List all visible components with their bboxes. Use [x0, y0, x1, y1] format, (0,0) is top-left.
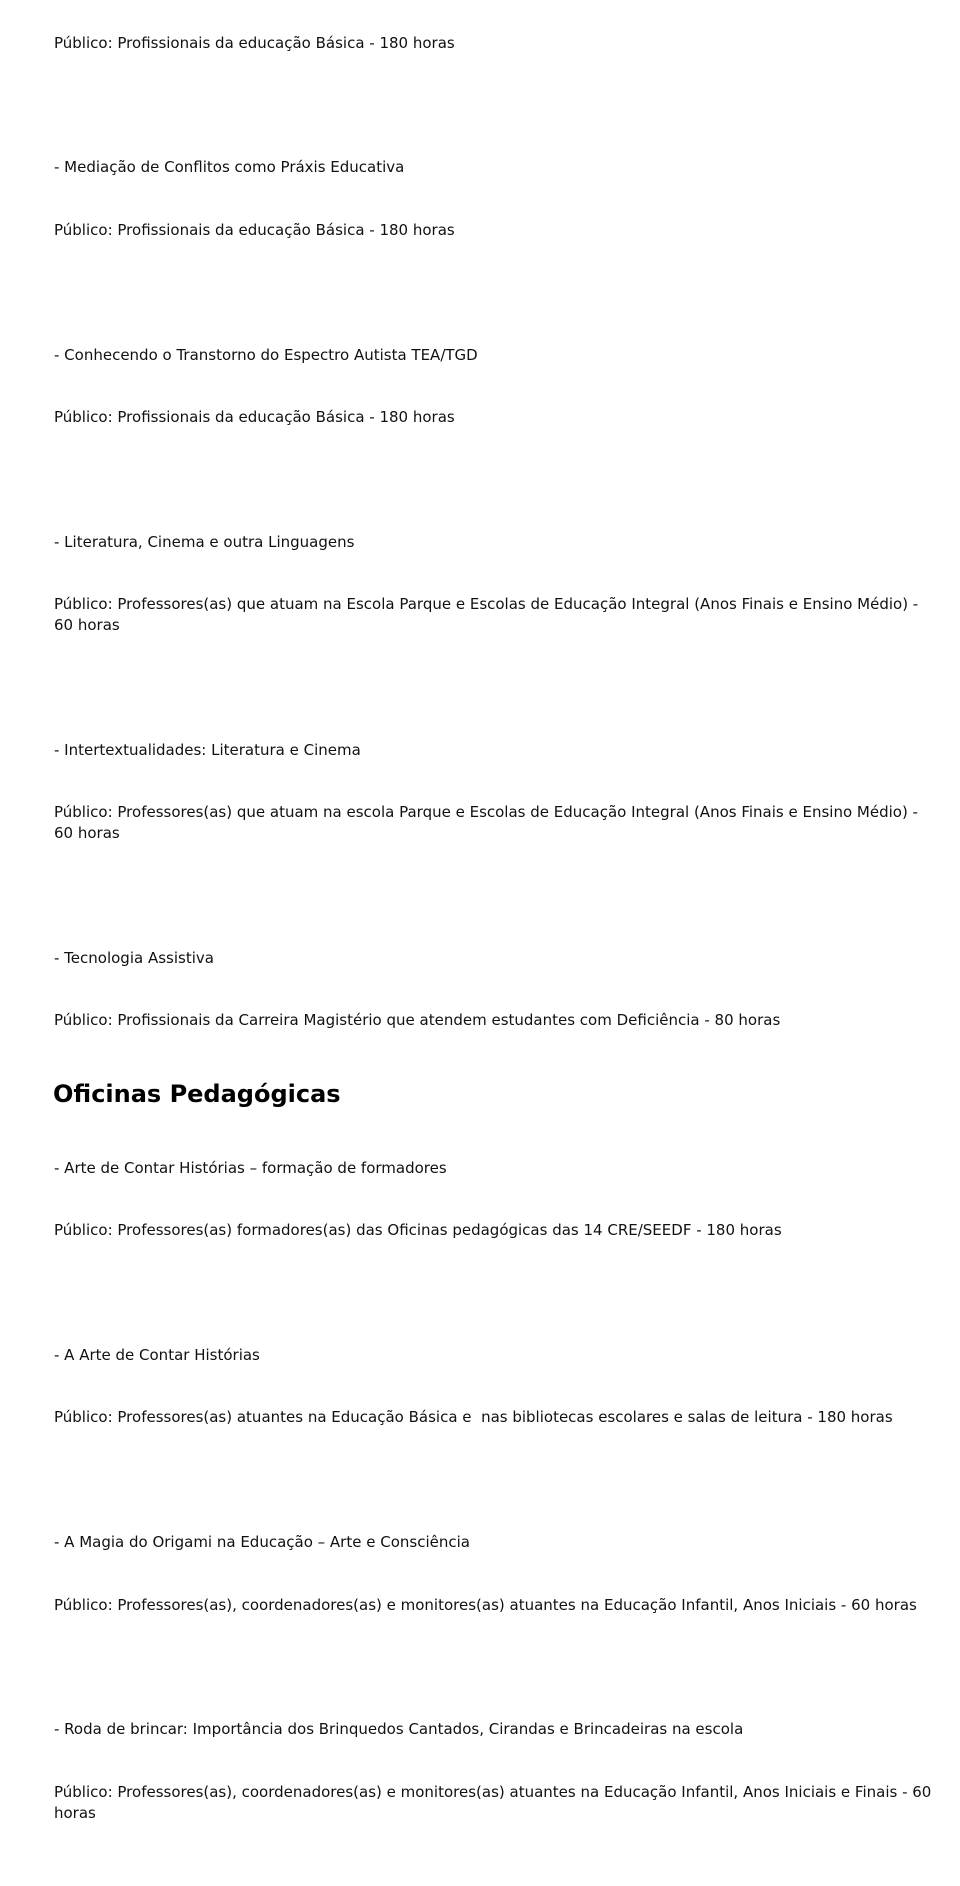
- course-title: - Literatura, Cinema e outra Linguagens: [54, 532, 355, 551]
- course-entry: [54, 906, 934, 1072]
- course-title: - Mediação de Conflitos como Práxis Educativa: [54, 158, 405, 177]
- course-entry: [54, 1678, 937, 1865]
- course-audience: Público: Professores(as) formadores(as) das Oficinas pedagógicas das 14 CRE/SEEDF - 180 horas: [54, 1221, 782, 1240]
- course-entry: [54, 1303, 934, 1469]
- course-audience: Público: Profissionais da educação Básica - 180 horas: [54, 220, 455, 239]
- course-title: - Intertextualidades: Literatura e Cinema: [54, 740, 361, 759]
- course-audience: Público: Professores(as) atuantes na Educação Básica e nas bibliotecas escolares e salas de leitura - 180 horas: [54, 1408, 893, 1427]
- course-title: - A Arte de Contar Histórias: [54, 1346, 260, 1364]
- course-audience: Público: Professores(as) que atuam na escola Parque e Escolas de Educação Integral (Anos Finais e Ensino Médio) - 60 horas: [54, 803, 923, 842]
- course-audience: Público: Professores(as), coordenadores(as) e monitores(as) atuantes na Educação Infantil, Anos Iniciais - 60 horas: [54, 1595, 917, 1614]
- course-entry: [54, 698, 934, 885]
- course-entry: [54, 116, 934, 282]
- course-entry: [54, 0, 934, 95]
- course-title: - Conhecendo o Transtorno do Espectro Autista TEA/TGD: [54, 345, 478, 364]
- course-audience: Público: Professores(as), coordenadores(as) e monitores(as) atuantes na Educação Infantil, Anos Iniciais e Finais - 60 horas: [54, 1782, 937, 1822]
- course-entry: [54, 490, 934, 677]
- course-entry: [54, 1116, 934, 1282]
- course-entry: [54, 1491, 934, 1657]
- course-title: - Roda de brincar: Importância dos Brinquedos Cantados, Cirandas e Brincadeiras na escola: [54, 1720, 744, 1739]
- document-page: [53, 0, 937, 1886]
- course-audience: Público: Profissionais da educação Básica - 180 horas: [54, 407, 455, 426]
- course-title: - Arte de Contar Histórias – formação de formadores: [54, 1158, 447, 1177]
- course-entry: [54, 303, 934, 469]
- course-title: - A Magia do Origami na Educação – Arte e Consciência: [54, 1533, 470, 1552]
- course-audience: Público: Profissionais da Carreira Magistério que atendem estudantes com Deficiência - 80 horas: [54, 1011, 781, 1030]
- course-title: - Tecnologia Assistiva: [54, 948, 214, 967]
- course-audience: Público: Profissionais da educação Básica - 180 horas: [54, 33, 455, 52]
- section-heading-oficinas: Oficinas Pedagógicas: [53, 1080, 341, 1109]
- course-audience: Público: Professores(as) que atuam na Escola Parque e Escolas de Educação Integral (Anos Finais e Ensino Médio) - 60 horas: [54, 595, 924, 634]
